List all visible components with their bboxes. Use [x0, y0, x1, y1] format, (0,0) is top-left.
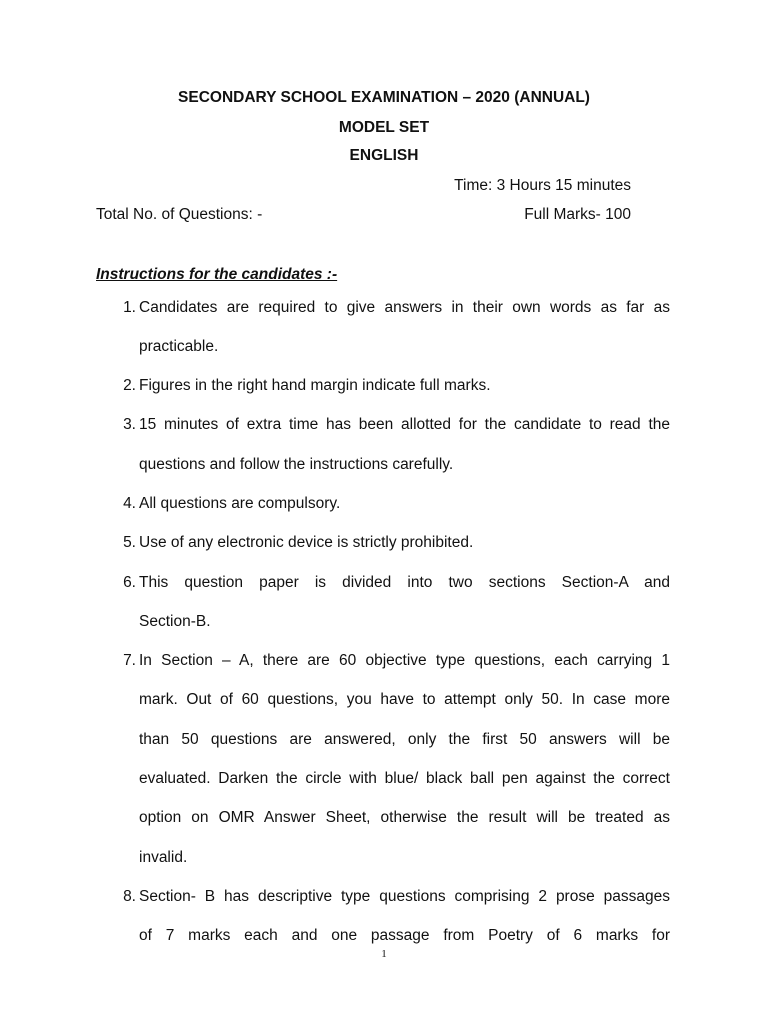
model-set-label: MODEL SET: [338, 119, 430, 136]
instruction-line: Section-B.: [139, 613, 211, 630]
instruction-number: 7.: [123, 652, 136, 669]
instruction-number: 4.: [123, 495, 136, 512]
time-allowed: Time: 3 Hours 15 minutes: [454, 177, 631, 194]
instruction-line: Use of any electronic device is strictly prohibited.: [139, 534, 474, 551]
instructions-heading: Instructions for the candidates :-: [96, 266, 338, 283]
instruction-line: 15 minutes of extra time has been allotted for the candidate to read the: [139, 416, 670, 433]
instruction-number: 2.: [123, 377, 136, 394]
instruction-line: of 7 marks each and one passage from Poetry of 6 marks for: [139, 927, 670, 944]
instruction-line: option on OMR Answer Sheet, otherwise the result will be treated as: [139, 809, 670, 826]
instruction-number: 3.: [123, 416, 136, 433]
instruction-number: 5.: [123, 534, 136, 551]
instruction-line: All questions are compulsory.: [139, 495, 341, 512]
instruction-line: mark. Out of 60 questions, you have to attempt only 50. In case more: [139, 691, 670, 708]
page-number: 1: [381, 948, 387, 960]
instruction-line: evaluated. Darken the circle with blue/ black ball pen against the correct: [139, 770, 670, 787]
subject-label: ENGLISH: [349, 147, 419, 164]
instruction-number: 6.: [123, 574, 136, 591]
exam-title: SECONDARY SCHOOL EXAMINATION – 2020 (ANNUAL): [178, 89, 590, 106]
instruction-line: Candidates are required to give answers in their own words as far as: [139, 299, 670, 316]
instruction-number: 1.: [123, 299, 136, 316]
full-marks: Full Marks- 100: [524, 206, 631, 223]
instruction-line: practicable.: [139, 338, 219, 355]
instruction-line: questions and follow the instructions carefully.: [139, 456, 454, 473]
instruction-number: 8.: [123, 888, 136, 905]
instruction-line: invalid.: [139, 849, 188, 866]
instruction-line: Figures in the right hand margin indicate full marks.: [139, 377, 491, 394]
total-questions: Total No. of Questions: -: [96, 206, 263, 223]
instruction-line: than 50 questions are answered, only the first 50 answers will be: [139, 731, 670, 748]
instruction-line: This question paper is divided into two sections Section-A and: [139, 574, 670, 591]
instruction-line: Section- B has descriptive type questions comprising 2 prose passages: [139, 888, 670, 905]
instruction-line: In Section – A, there are 60 objective type questions, each carrying 1: [139, 652, 670, 669]
